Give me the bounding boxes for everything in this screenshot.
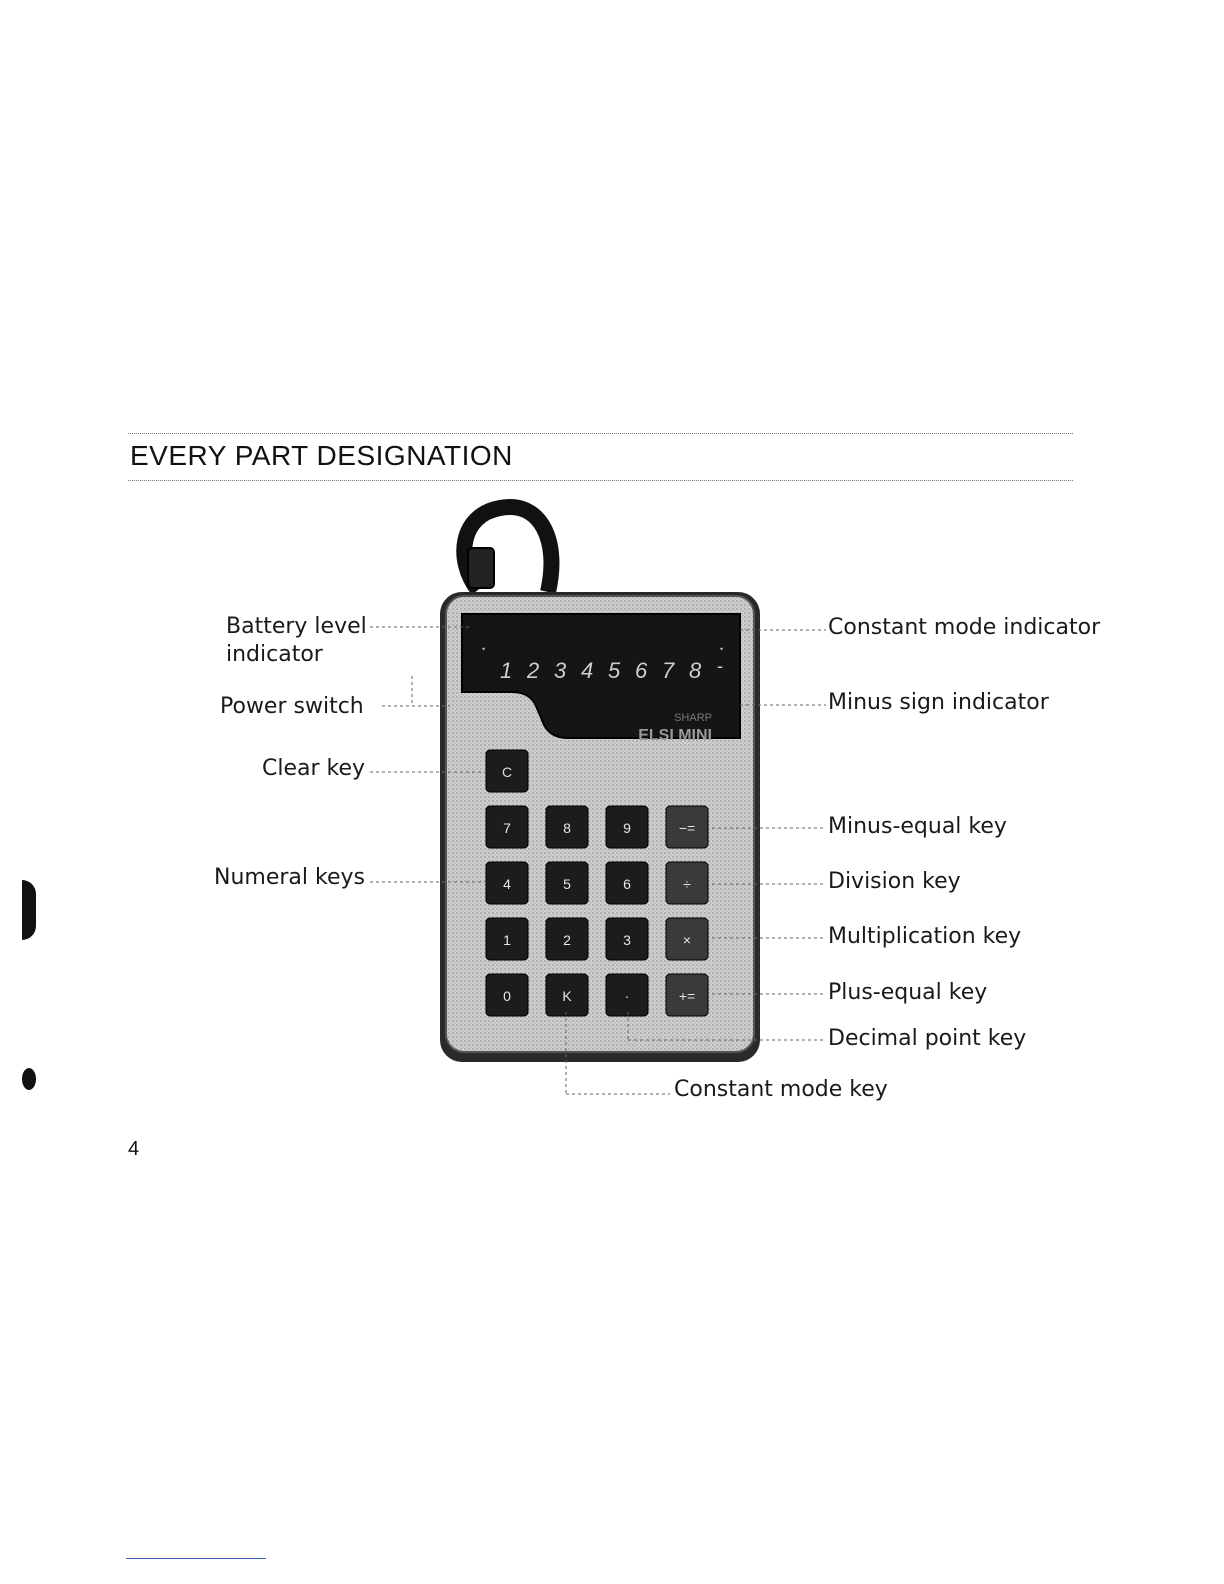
calculator-key[interactable] xyxy=(486,806,528,848)
scan-mark xyxy=(22,880,36,940)
label-constant-mode-key: Constant mode key xyxy=(674,1077,888,1102)
calculator-key[interactable] xyxy=(666,974,708,1016)
calculator-key[interactable] xyxy=(666,918,708,960)
display-digits xyxy=(500,656,723,683)
section-title: EVERY PART DESIGNATION xyxy=(130,440,513,471)
battery-indicator-dot: • xyxy=(482,644,486,654)
label-numeral-keys: Numeral keys xyxy=(214,865,365,890)
display-digit: 6 xyxy=(635,658,648,683)
calculator-key[interactable] xyxy=(606,806,648,848)
calculator-key[interactable] xyxy=(606,974,648,1016)
label-minus-equal-key: Minus-equal key xyxy=(828,814,1007,839)
calculator-key[interactable] xyxy=(486,918,528,960)
calculator-key-label: 6 xyxy=(623,876,631,892)
wrist-strap xyxy=(464,507,551,592)
calculator-key-label: 0 xyxy=(503,988,511,1004)
svg-text:C: C xyxy=(501,764,513,780)
calculator-key[interactable] xyxy=(486,974,528,1016)
calculator-key-label: 2 xyxy=(563,932,571,948)
calculator-key-label: 1 xyxy=(503,932,511,948)
display-digit: 7 xyxy=(662,658,675,683)
page-number: 4 xyxy=(128,1138,140,1160)
display-digit: 4 xyxy=(581,658,594,683)
calculator-key-label: K xyxy=(562,988,572,1004)
constant-indicator-dot: • xyxy=(720,644,724,654)
calculator-key-label: 5 xyxy=(563,876,571,892)
model-name: ELSI MINI xyxy=(638,727,712,744)
calculator-key-label: 7 xyxy=(503,820,511,836)
calculator-key-label: 8 xyxy=(563,820,571,836)
label-multiplication-key: Multiplication key xyxy=(828,924,1022,949)
calculator-key-label: 3 xyxy=(623,932,631,948)
display-minus-sign: - xyxy=(717,656,723,676)
calculator-key[interactable] xyxy=(546,918,588,960)
label-plus-equal-key: Plus-equal key xyxy=(828,980,988,1005)
display-digit: 5 xyxy=(608,658,621,683)
label-decimal-point-key: Decimal point key xyxy=(828,1026,1027,1051)
calculator-key-label: 4 xyxy=(503,876,511,892)
calculator-key[interactable] xyxy=(666,862,708,904)
calculator-key-label: · xyxy=(624,988,630,1004)
label-power-switch: Power switch xyxy=(220,694,364,719)
calculator-key[interactable] xyxy=(486,862,528,904)
calculator-key[interactable] xyxy=(606,918,648,960)
display-digit: 2 xyxy=(527,658,540,683)
brand-logo: SHARP xyxy=(674,712,712,724)
calculator-key[interactable] xyxy=(606,862,648,904)
label-constant-mode-indicator: Constant mode indicator xyxy=(828,615,1101,640)
calculator-key-label: += xyxy=(678,988,696,1004)
label-division-key: Division key xyxy=(828,869,961,894)
label-minus-sign-indicator: Minus sign indicator xyxy=(828,690,1049,715)
display-digit: 1 xyxy=(500,658,513,683)
calculator-key-label: × xyxy=(682,932,692,948)
calculator-key-label: ÷ xyxy=(683,876,691,892)
display-digit: 3 xyxy=(554,658,567,683)
label-clear-key: Clear key xyxy=(262,756,366,781)
footer-line xyxy=(126,1558,266,1559)
display-digit: 8 xyxy=(689,658,702,683)
calculator-key[interactable] xyxy=(546,862,588,904)
label-battery-level-line1: Battery level xyxy=(226,614,367,639)
calculator-key[interactable] xyxy=(546,974,588,1016)
clear-key-shape[interactable] xyxy=(486,750,528,792)
calculator-key[interactable] xyxy=(546,806,588,848)
scan-mark xyxy=(22,1068,36,1090)
calculator-key-label: −= xyxy=(678,820,696,836)
calculator-key[interactable] xyxy=(666,806,708,848)
label-battery-level-line2: indicator xyxy=(226,642,323,667)
calculator-key-label: 9 xyxy=(623,820,631,836)
